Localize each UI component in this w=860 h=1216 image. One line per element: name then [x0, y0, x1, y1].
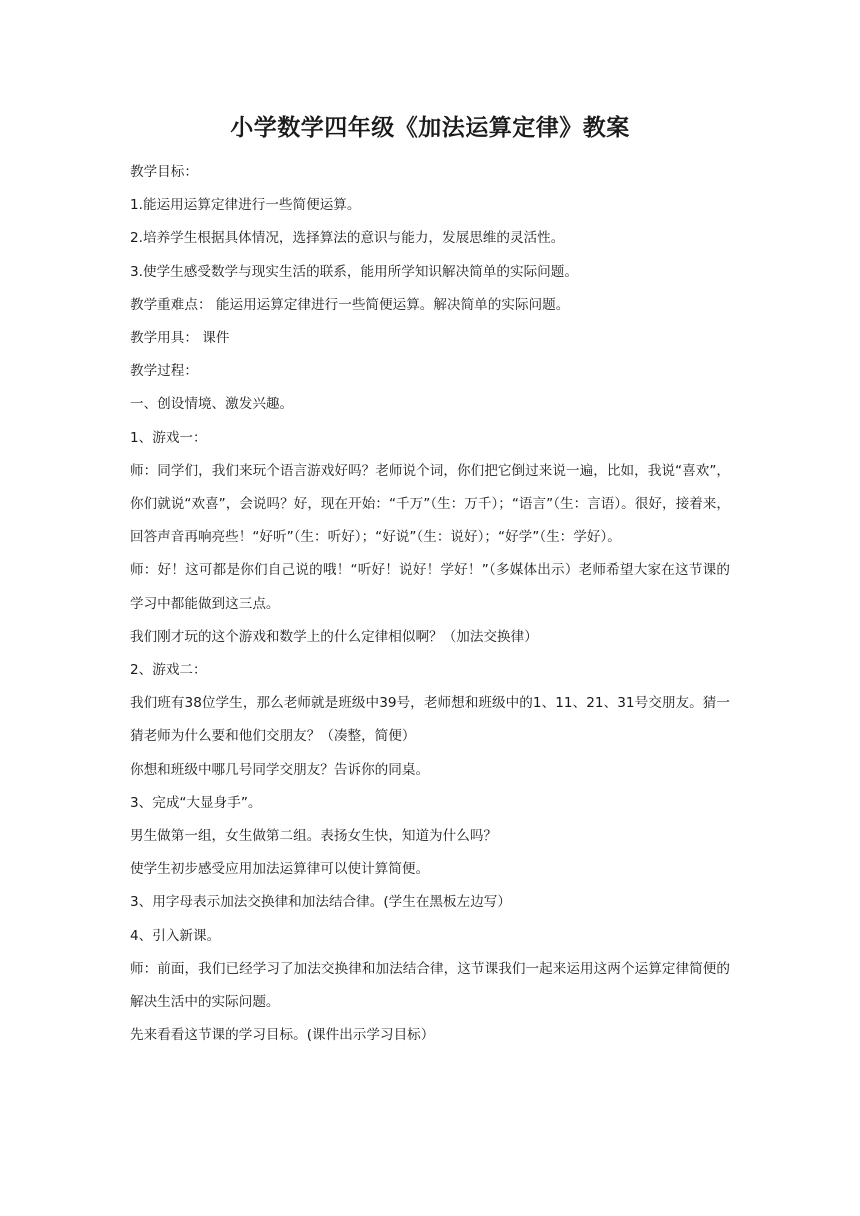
paragraph-game-1-question: 我们刚才玩的这个游戏和数学上的什么定律相似啊？（加法交换律） — [130, 628, 538, 645]
paragraph-activity-3-goal: 使学生初步感受应用加法运算律可以使计算简便。 — [130, 861, 430, 878]
paragraph-game-1-dialogue: 师：同学们，我们来玩个语言游戏好吗？老师说个词，你们把它倒过来说一遍，比如，我说“喜欢”，你们就说“欢喜”，会说吗？好，现在开始：“千万”（生：万千）；“语言”（生：言语）。很好，接着来，回答声音再响亮些！“好听”（生：听好）；“好说”（生：说好）；“好学”（生：学好）。 — [130, 462, 730, 546]
paragraph-teaching-goals-heading: 教学目标： — [130, 164, 198, 180]
paragraph-goal-3: 3.使学生感受数学与现实生活的联系，能用所学知识解决简单的实际问题。 — [130, 263, 578, 280]
paragraph-intro-new-lesson: 4、引入新课。 — [130, 927, 221, 944]
paragraph-goal-2: 2.培养学生根据具体情况，选择算法的意识与能力，发展思维的灵活性。 — [130, 230, 565, 247]
paragraph-learning-goals: 先来看看这节课的学习目标。(课件出示学习目标） — [130, 1027, 435, 1044]
paragraph-game-2-prompt: 你想和班级中哪几号同学交朋友？告诉你的同桌。 — [130, 761, 430, 778]
paragraph-game-2-heading: 2、游戏二： — [130, 662, 207, 679]
paragraph-teaching-process: 教学过程： — [130, 363, 198, 380]
paragraph-teacher-intro: 师：前面，我们已经学习了加法交换律和加法结合律，这节课我们一起来运用这两个运算定律简便的解决生活中的实际问题。 — [130, 960, 730, 1011]
paragraph-activity-3-detail: 男生做第一组，女生做第二组。表扬女生快，知道为什么吗？ — [130, 828, 498, 845]
paragraph-teaching-tools: 教学用具： 课件 — [130, 330, 230, 347]
document-body — [130, 112, 730, 1052]
paragraph-goal-1: 1.能运用运算定律进行一些简便运算。 — [130, 197, 361, 214]
paragraph-game-2-dialogue: 我们班有38位学生，那么老师就是班级中39号，老师想和班级中的1、11、21、31号交朋友。猜一猜老师为什么要和他们交朋友？（凑整，简便） — [130, 695, 730, 745]
paragraph-game-1-heading: 1、游戏一： — [130, 429, 207, 446]
paragraph-key-points: 教学重难点： 能运用运算定律进行一些简便运算。解决简单的实际问题。 — [130, 296, 570, 313]
paragraph-section-1: 一、创设情境、激发兴趣。 — [130, 396, 294, 413]
paragraph-letters-laws: 3、用字母表示加法交换律和加法结合律。(学生在黑板左边写） — [130, 894, 511, 911]
document-title: 小学数学四年级《加法运算定律》教案 — [230, 115, 630, 141]
paragraph-game-1-summary: 师：好！这可都是你们自己说的哦！“听好！说好！学好！”（多媒体出示）老师希望大家在这节课的学习中都能做到这三点。 — [130, 562, 730, 612]
paragraph-activity-3: 3、完成“大显身手”。 — [130, 794, 262, 811]
